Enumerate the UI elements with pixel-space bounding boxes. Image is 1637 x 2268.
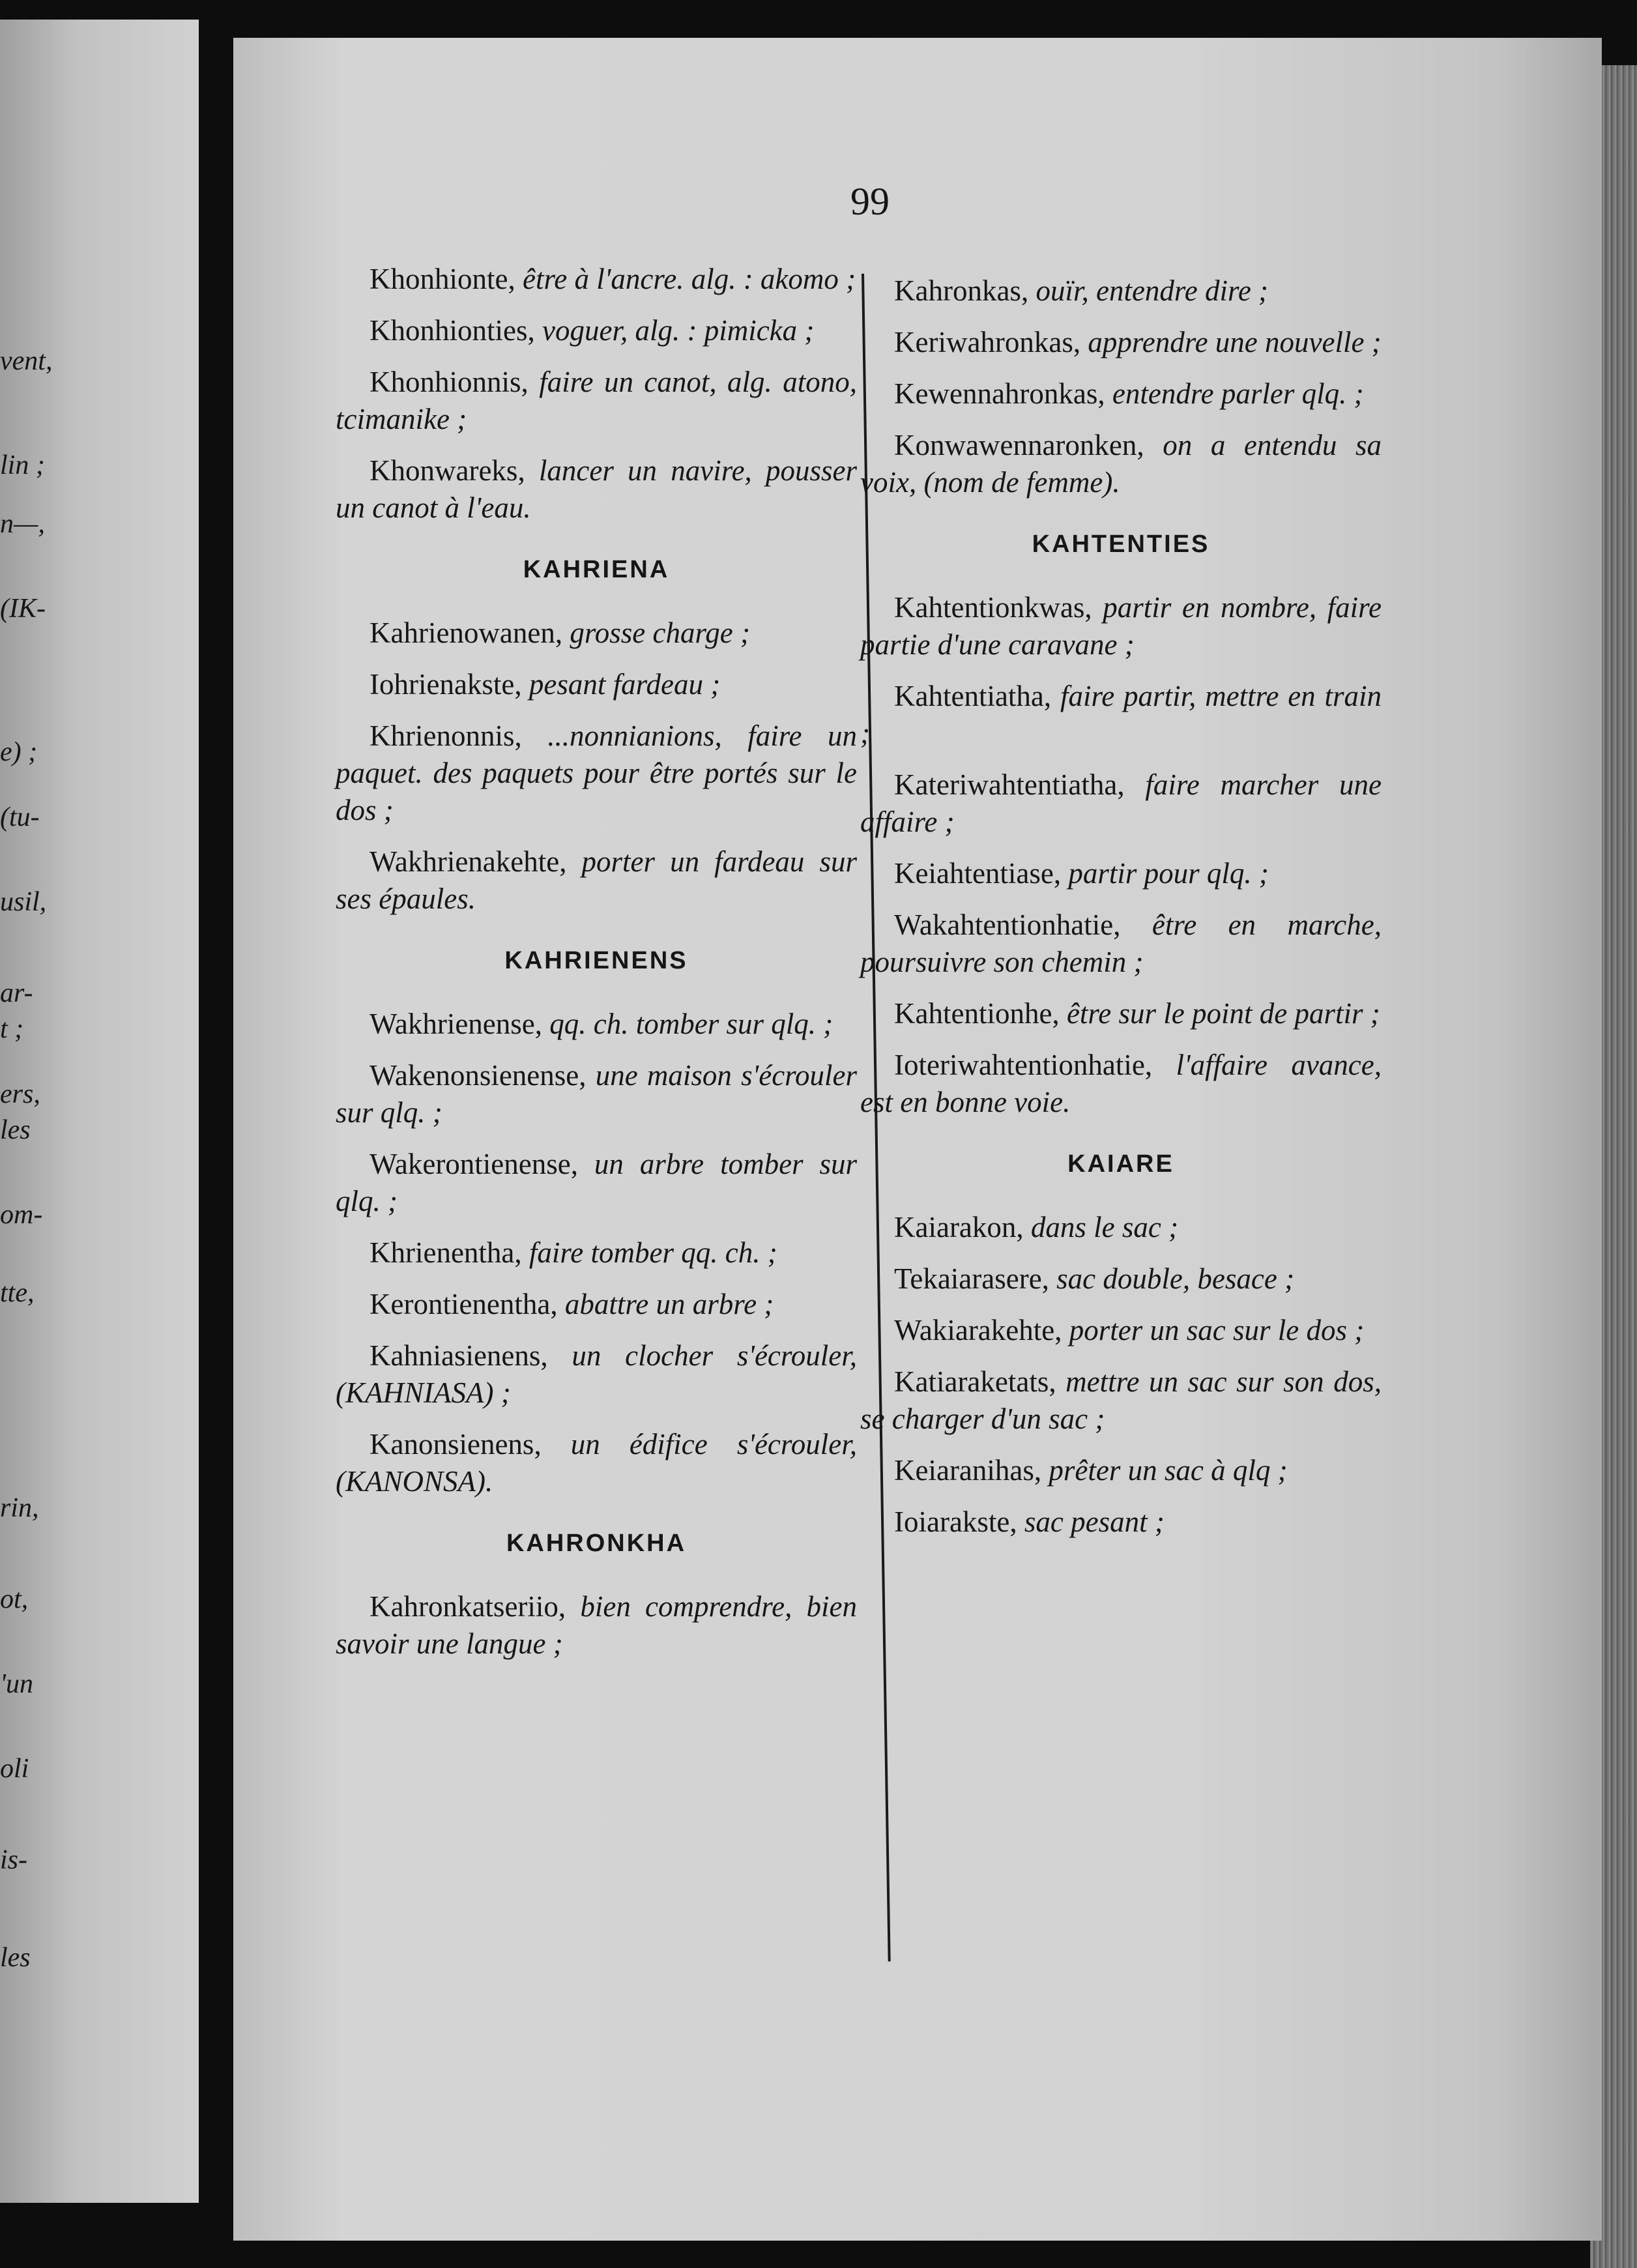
entry-headword: Wakhrienense, [369,1008,543,1040]
entry-headword: Kaiarakon, [894,1211,1024,1243]
facing-page-fragment: om- [0,1200,43,1230]
facing-page-fragment: e) ; [0,737,38,767]
entry-definition: grosse charge ; [562,617,751,649]
entry-definition: être sur le point de partir ; [1059,997,1380,1030]
entry-definition: porter un sac sur le dos ; [1062,1314,1365,1346]
entry-headword: Kanonsienens, [369,1428,542,1461]
entry-headword: Khonwareks, [369,454,525,487]
dictionary-entry [336,1286,857,1323]
entry-headword: Tekaiarasere, [894,1262,1049,1295]
page-number: 99 [850,180,890,223]
facing-page-fragment: ers, [0,1079,40,1109]
entry-headword: Kewennahronkas, [894,377,1105,410]
entry-headword: Wakahtentionhatie, [894,909,1121,941]
entry-definition: qq. ch. tomber sur qlq. ; [542,1008,833,1040]
entry-headword: Khonhionnis, [369,366,529,398]
dictionary-entry [860,995,1382,1032]
facing-page-fragment: lin ; [0,450,45,480]
dictionary-entry [336,261,857,298]
entry-headword: Ioiarakste, [894,1505,1017,1538]
entry-definition: entendre parler qlq. ; [1105,377,1364,410]
entry-definition: prêter un sac à qlq ; [1041,1454,1288,1487]
entry-definition: on a entendu sa voix, (nom de femme). [860,429,1382,499]
entry-definition: l'affaire avance, est en bonne voie. [860,1049,1382,1118]
entry-headword: Keiahtentiase, [894,857,1062,890]
dictionary-entry [336,1146,857,1220]
entry-headword: Wakiarakehte, [894,1314,1062,1346]
facing-page-fragment: usil, [0,887,47,917]
entry-headword: Kahronkatseriio, [369,1590,566,1623]
entry-headword: Kahtentionhe, [894,997,1060,1030]
entry-definition: ...nonnianions, faire un paquet. des paquets pour être portés sur le dos ; [336,720,857,826]
left-column [336,261,857,1677]
dictionary-entry [860,1209,1382,1246]
entry-definition: apprendre une nouvelle ; [1080,326,1382,358]
dictionary-entry [860,272,1382,310]
dictionary-entry [860,324,1382,361]
entry-definition: être en marche, poursuivre son chemin ; [860,909,1382,978]
section-heading: KAHTENTIES [1032,531,1210,558]
dictionary-entry [860,375,1382,413]
entry-headword: Wakhrienakehte, [369,845,567,878]
entry-definition: être à l'ancre. alg. : akomo ; [515,263,856,295]
dictionary-entry [336,615,857,652]
entry-definition: faire un canot, alg. atono, tcimanike ; [336,366,857,435]
entry-definition: faire tomber qq. ch. ; [521,1236,777,1269]
dictionary-entry [336,718,857,829]
entry-definition: mettre un sac sur son dos, se charger d'un sac ; [860,1365,1382,1435]
entry-definition: dans le sac ; [1023,1211,1179,1243]
entry-definition: sac double, besace ; [1049,1262,1295,1295]
dictionary-entry [336,1588,857,1663]
facing-page-fragment: ar- [0,978,33,1008]
entry-headword: Khonhionties, [369,314,535,347]
entry-definition: porter un fardeau sur ses épaules. [336,845,857,915]
entry-headword: Khrienentha, [369,1236,522,1269]
entry-definition: abattre un arbre ; [557,1288,774,1320]
dictionary-entry [860,766,1382,841]
dictionary-entry [860,1504,1382,1541]
entry-headword: Wakenonsienense, [369,1059,587,1092]
facing-page-strip [0,20,199,2203]
entry-headword: Kahronkas, [894,274,1029,307]
entry-definition: pesant fardeau ; [521,668,721,701]
entry-headword: Kerontienentha, [369,1288,558,1320]
entry-definition: lancer un navire, pousser un canot à l'eau. [336,454,857,524]
dictionary-entry [860,1363,1382,1438]
facing-page-fragment: les [0,1943,31,1973]
facing-page-fragment: n—, [0,509,45,539]
entry-definition: bien comprendre, bien savoir une langue ; [336,1590,857,1660]
entry-definition: un clocher s'écrouler, (KAHNIASA) ; [336,1339,857,1409]
entry-definition: faire partir, mettre en train ; [860,680,1382,749]
entry-definition: faire marcher une affaire ; [860,768,1382,838]
entry-headword: Iohrienakste, [369,668,522,701]
facing-page-fragment: is- [0,1845,27,1875]
entry-headword: Kahtentionkwas, [894,591,1092,624]
entry-headword: Keriwahronkas, [894,326,1081,358]
right-column [860,272,1382,1555]
dictionary-entry [336,364,857,438]
entry-headword: Khrienonnis, [369,720,522,752]
entry-headword: Kahtentiatha, [894,680,1052,712]
entry-definition: un arbre tomber sur qlq. ; [336,1148,857,1217]
dictionary-entry [336,843,857,918]
section-heading: KAHRONKHA [506,1530,687,1557]
entry-headword: Khonhionte, [369,263,515,295]
facing-page-fragment: (IK- [0,594,46,624]
dictionary-entry [336,1006,857,1043]
entry-headword: Kahrienowanen, [369,617,563,649]
dictionary-entry [860,1047,1382,1121]
entry-definition: sac pesant ; [1017,1505,1165,1538]
dictionary-entry [860,589,1382,663]
facing-page-fragment: tte, [0,1278,35,1308]
section-heading: KAHRIENENS [504,947,688,974]
entry-definition: voguer, alg. : pimicka ; [534,314,815,347]
facing-page-fragment: vent, [0,346,53,376]
entry-definition: ouïr, entendre dire ; [1028,274,1269,307]
dictionary-entry [860,1260,1382,1298]
entry-definition: une maison s'écrouler sur qlq. ; [336,1059,857,1129]
entry-headword: Wakerontienense, [369,1148,578,1180]
dictionary-entry [336,1337,857,1412]
facing-page-fragment: rin, [0,1493,39,1523]
facing-page-fragment: oli [0,1754,29,1784]
dictionary-entry [336,666,857,703]
dictionary-entry [860,678,1382,752]
dictionary-entry [860,855,1382,892]
dictionary-entry [860,907,1382,981]
dictionary-entry [336,312,857,349]
entry-headword: Keiaranihas, [894,1454,1042,1487]
entry-headword: Katiaraketats, [894,1365,1056,1398]
entry-headword: Kahniasienens, [369,1339,548,1372]
facing-page-fragment: t ; [0,1014,24,1044]
entry-definition: un édifice s'écrouler, (KANONSA). [336,1428,857,1498]
entry-headword: Konwawennaronken, [894,429,1144,461]
facing-page-fragment: ot, [0,1584,29,1614]
facing-page-fragment: (tu- [0,802,40,832]
dictionary-entry [336,1426,857,1500]
dictionary-entry [336,452,857,527]
entry-definition: partir en nombre, faire partie d'une caravane ; [860,591,1382,661]
section-heading: KAHRIENA [523,556,670,583]
entry-headword: Kateriwahtentiatha, [894,768,1125,801]
entry-definition: partir pour qlq. ; [1061,857,1269,890]
facing-page-fragment: 'un [0,1669,33,1699]
section-heading: KAIARE [1067,1150,1174,1178]
dictionary-entry [336,1057,857,1131]
entry-headword: Ioteriwahtentionhatie, [894,1049,1153,1081]
dictionary-entry [860,1312,1382,1349]
dictionary-entry [860,1452,1382,1489]
dictionary-entry [336,1234,857,1272]
facing-page-fragment: les [0,1115,31,1145]
dictionary-entry [860,427,1382,501]
